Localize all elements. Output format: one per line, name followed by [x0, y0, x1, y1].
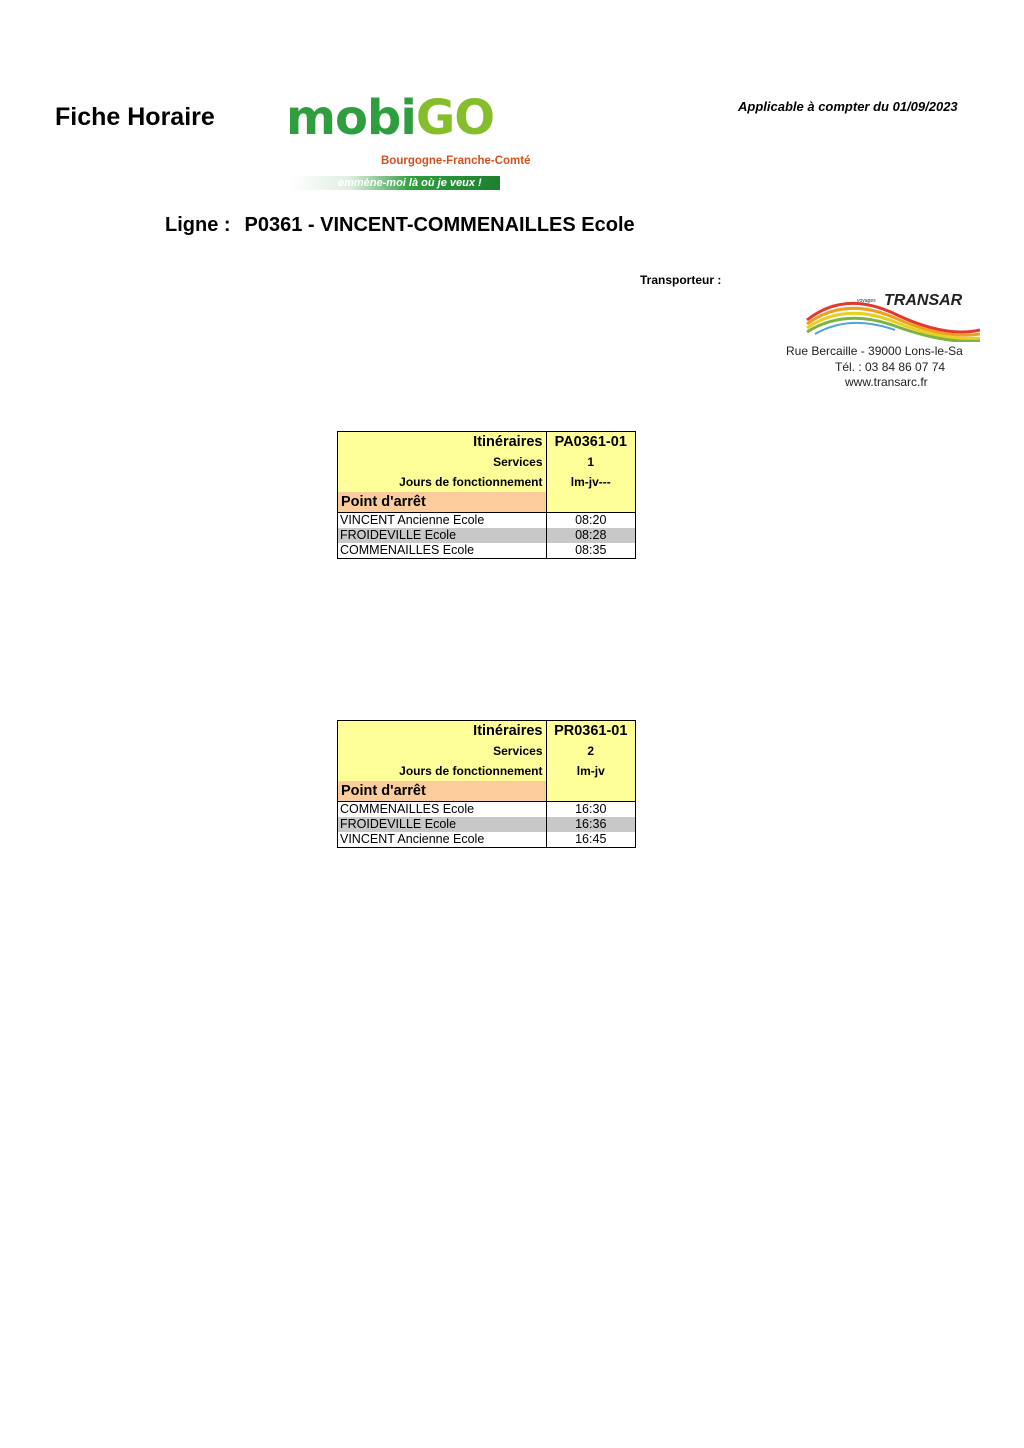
itineraire-row: [338, 721, 635, 741]
itineraires-label: Itinéraires: [338, 432, 546, 452]
stop-row: [338, 513, 635, 529]
stop-time: 16:36: [546, 817, 635, 832]
transarc-name: TRANSAR: [884, 292, 963, 309]
jours-value: lm-jv: [546, 761, 635, 781]
transporter-label: Transporteur :: [640, 273, 722, 287]
stop-name: VINCENT Ancienne Ecole: [340, 513, 485, 527]
itineraire-code: PR0361-01: [546, 721, 635, 741]
itineraire-row: [338, 432, 635, 452]
transarc-phone: Tél. : 03 84 86 07 74: [835, 360, 946, 374]
line-name: P0361 - VINCENT-COMMENAILLES Ecole: [244, 214, 635, 236]
mobigo-word-part2: GO: [415, 90, 495, 146]
services-label: Services: [338, 452, 546, 472]
services-row: [338, 452, 635, 472]
jours-label: Jours de fonctionnement: [338, 761, 546, 781]
itineraires-label: Itinéraires: [338, 721, 546, 741]
services-label: Services: [338, 741, 546, 761]
service-number: 1: [546, 452, 635, 472]
timetable: [338, 721, 635, 847]
point-arret-row: [338, 781, 635, 802]
services-row: [338, 741, 635, 761]
stop-row: [338, 528, 635, 543]
mobigo-logo: [283, 90, 553, 194]
stop-row: [338, 832, 635, 847]
applicable-date: Applicable à compter du 01/09/2023: [738, 99, 958, 114]
timetable-outbound: [337, 431, 636, 559]
mobigo-slogan: emmène-moi là où je veux !: [338, 177, 482, 189]
line-heading: [165, 214, 635, 237]
point-arret-label: Point d'arrêt: [338, 492, 546, 513]
transarc-website: www.transarc.fr: [845, 375, 928, 389]
timetable: [338, 432, 635, 558]
point-arret-label: Point d'arrêt: [338, 781, 546, 802]
jours-row: [338, 761, 635, 781]
timetable-return: [337, 720, 636, 848]
stop-time: 08:35: [546, 543, 635, 558]
point-arret-row: [338, 492, 635, 513]
jours-row: [338, 472, 635, 492]
stop-name: COMMENAILLES Ecole: [340, 543, 475, 557]
stop-row: [338, 543, 635, 558]
mobigo-word-part1: mobi: [286, 90, 416, 146]
itineraire-code: PA0361-01: [546, 432, 635, 452]
stop-time: 16:30: [546, 802, 635, 818]
transarc-address: Rue Bercaille - 39000 Lons-le-Sa: [786, 344, 963, 358]
transarc-logo: [785, 290, 980, 395]
stop-row: [338, 817, 635, 832]
mobigo-region: Bourgogne-Franche-Comté: [381, 155, 531, 167]
stop-time: 08:28: [546, 528, 635, 543]
stop-name: FROIDEVILLE Ecole: [338, 817, 546, 832]
stop-name: FROIDEVILLE Ecole: [338, 528, 546, 543]
stop-time: 16:45: [546, 832, 635, 847]
jours-value: lm-jv---: [546, 472, 635, 492]
stop-time: 08:20: [546, 513, 635, 529]
page-title: Fiche Horaire: [55, 103, 215, 131]
jours-label: Jours de fonctionnement: [338, 472, 546, 492]
stop-row: [338, 802, 635, 818]
transarc-prefix: voyages: [857, 298, 876, 304]
service-number: 2: [546, 741, 635, 761]
stop-name: COMMENAILLES Ecole: [340, 802, 475, 816]
line-label: Ligne :: [165, 214, 231, 236]
mobigo-wordmark: [286, 90, 494, 146]
stop-name: VINCENT Ancienne Ecole: [340, 832, 485, 846]
